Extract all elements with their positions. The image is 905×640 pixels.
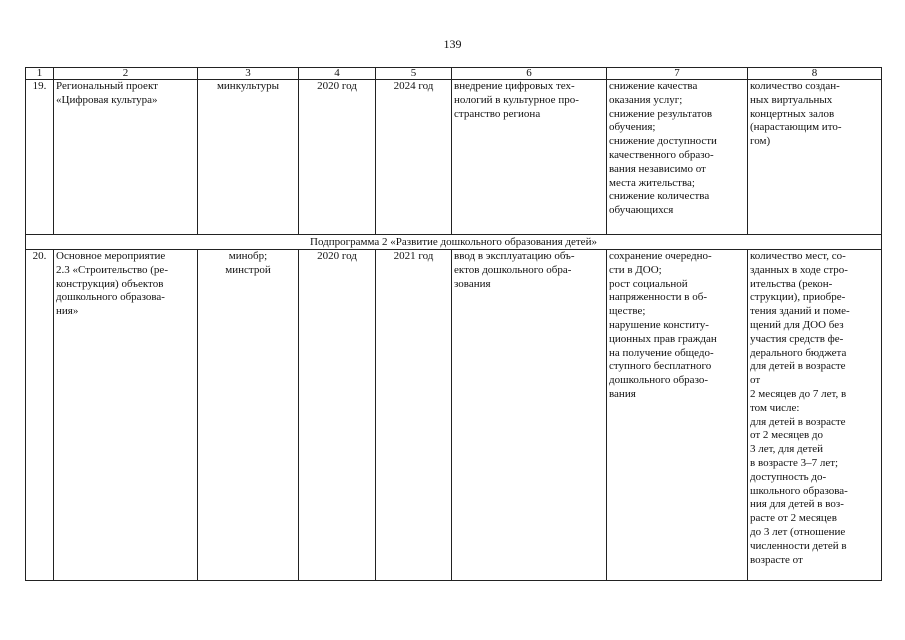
row-number: 19. [26,80,54,235]
text-line: дошкольного образо- [609,374,709,387]
text-line: том числе: [750,401,800,414]
table-row [26,250,882,581]
text-line: ступного бесплатного [609,360,712,373]
text-line: рост социальной [609,277,688,290]
text-line: (нарастающим ито- [750,121,842,134]
text-line: конструкция) объектов [56,277,164,290]
consequences-cell [607,80,748,235]
column-number: 5 [376,68,452,80]
measure-name-cell [54,250,198,581]
text-line: зданных в ходе стро- [750,263,848,276]
text-line: в возрасте 3–7 лет; [750,456,839,469]
text-line: вания [609,387,636,400]
text-line: оказания услуг; [609,93,683,106]
text-line: до 3 лет (отношение [750,525,846,538]
text-line: зования [454,277,491,290]
column-number-row [26,68,882,80]
expected-result-cell [452,80,607,235]
text-line: ектов дошкольного обра- [454,263,572,276]
text-line: вания независимо от [609,162,706,175]
text-line: количество мест, со- [750,250,846,262]
text-line: участия средств фе- [750,332,844,345]
text-line: снижение качества [609,80,698,92]
program-table [25,67,882,581]
text-line: для детей в возрасте [750,415,846,428]
end-year: 2021 год [376,250,452,581]
text-line: от [750,374,761,387]
end-year: 2024 год [376,80,452,235]
measure-name [56,250,195,319]
text-line: гом) [750,135,771,148]
text-line: минобр; [228,250,268,262]
text-line: ционных прав граждан [609,332,717,345]
text-line: дошкольного образова- [56,291,165,304]
text-line: нарушение конститу- [609,318,709,331]
text-line: напряженности в об- [609,291,707,304]
start-year: 2020 год [299,80,376,235]
text-line: места жительства; [609,176,695,189]
text-line: ных виртуальных [750,93,833,106]
text-line: обучающихся [609,204,674,217]
page-number: 139 [443,37,462,51]
text-line: странство региона [454,107,541,120]
measure-name-cell [54,80,198,235]
expected-result-cell [452,250,607,581]
start-year: 2020 год [299,250,376,581]
column-number: 8 [748,68,882,80]
text-line: количество создан- [750,80,840,92]
text-line: на получение общедо- [609,346,714,359]
text-line: снижение результатов [609,107,713,120]
text-line: ществе; [609,305,646,318]
text-line: тения зданий и поме- [750,305,850,318]
executor-cell [198,250,299,581]
text-line: концертных залов [750,107,835,120]
column-number: 7 [607,68,748,80]
text-line: доступность до- [750,470,827,483]
text-line: от 2 месяцев до [750,429,824,442]
indicator [750,80,879,149]
text-line: Основное мероприятие [56,250,166,262]
text-line: качественного образо- [609,148,714,161]
text-line: 2 месяцев до 7 лет, в [750,387,847,400]
indicator [750,250,879,567]
text-line: внедрение цифровых тех- [454,80,575,92]
text-line: школьного образова- [750,484,848,497]
text-line: для детей в возрасте [750,360,846,373]
text-line: снижение доступности [609,135,717,148]
column-number: 2 [54,68,198,80]
text-line: ния для детей в воз- [750,498,844,511]
text-line: дерального бюджета [750,346,847,359]
text-line: ввод в эксплуатацию объ- [454,250,575,262]
text-line: возрасте от [750,553,803,566]
text-line: снижение количества [609,190,710,203]
text-line: ния» [56,305,79,318]
text-line: струкции), приобре- [750,291,846,304]
indicator-cell [748,250,882,581]
column-number: 6 [452,68,607,80]
executor [200,250,296,278]
text-line: «Цифровая культура» [56,93,158,106]
column-number: 4 [299,68,376,80]
measure-name [56,80,195,108]
text-line: сти в ДОО; [609,263,662,276]
row-number: 20. [26,250,54,581]
text-line: ительства (рекон- [750,277,833,290]
column-number: 3 [198,68,299,80]
text-line: 3 лет, для детей [750,443,824,456]
consequences-cell [607,250,748,581]
expected-result [454,250,604,291]
consequences [609,80,745,218]
table-row [26,80,882,235]
text-line: щений для ДОО без [750,318,844,331]
text-line: минкультуры [216,80,280,92]
executor [200,80,296,94]
consequences [609,250,745,402]
text-line: минстрой [225,263,271,276]
indicator-cell [748,80,882,235]
column-number: 1 [26,68,54,80]
text-line: Региональный проект [56,80,158,92]
expected-result [454,80,604,121]
text-line: обучения; [609,121,656,134]
executor-cell [198,80,299,235]
text-line: расте от 2 месяцев [750,512,837,525]
text-line: сохранение очередно- [609,250,712,262]
subprogram-title: Подпрограмма 2 «Развитие дошкольного образования детей» [26,235,882,250]
text-line: 2.3 «Строительство (ре- [56,263,168,276]
text-line: численности детей в [750,539,847,552]
text-line: нологий в культурное про- [454,93,579,106]
subprogram-row [26,235,882,250]
